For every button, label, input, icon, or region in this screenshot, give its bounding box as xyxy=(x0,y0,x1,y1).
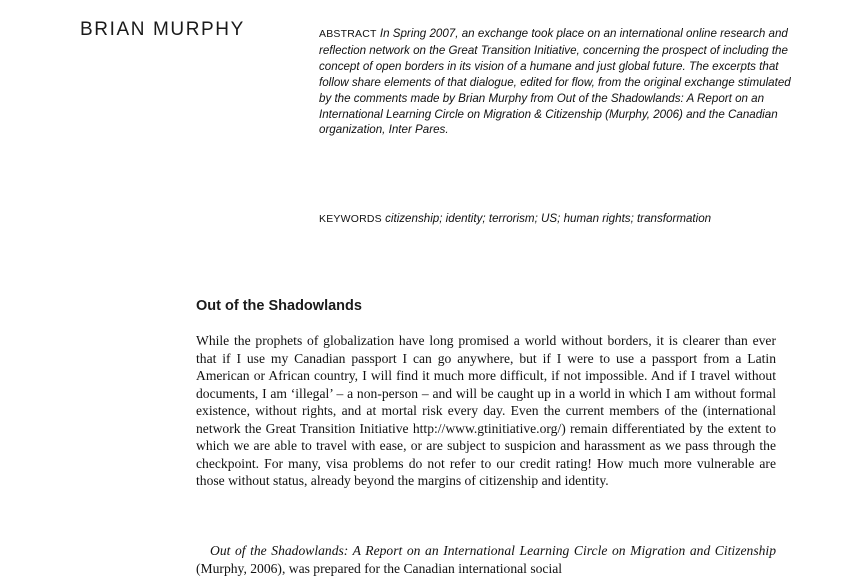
keywords-text: citizenship; identity; terrorism; US; human rights; transformation xyxy=(385,212,712,225)
body-paragraph-2-text: (Murphy, 2006), was prepared for the Canadian international social xyxy=(196,560,563,576)
abstract xyxy=(319,26,791,138)
body-paragraph-1: While the prophets of globalization have long promised a world without borders, it is clearer than ever that if I use my Canadian passport I can go anywhere, but if I were to use a passport from a Latin American or African country, I will find it much more difficult, if not impossible. And if I travel without documents, I am ‘illegal’ – a non-person – and will be caught up in a world in which I am without formal existence, without rights, and at mortal risk every day. Even the current members of the (international network the Great Transition Initiative http://www.gtinitiative.org/) remain differentiated by the extent to which we are able to travel with ease, or are subject to suspicion and harassment as we pass through the checkpoint. For many, visa problems do not refer to our credit rating! How much more vulnerable are those without status, already beyond the margins of citizenship and identity. xyxy=(196,333,776,488)
abstract-text: In Spring 2007, an exchange took place on an international online research and reflection network on the Great Transition Initiative, concerning the prospect of including the concept of open borders in its vision of a humane and just global future. The excerpts that follow share elements of that dialogue, edited for flow, from the original exchange stimulated by the comments made by Brian Murphy from Out of the Shadowlands: A Report on an International Learning Circle on Migration & Citizenship (Murphy, 2006) and the Canadian organization, Inter Pares. xyxy=(319,27,791,137)
author-name: BRIAN MURPHY xyxy=(80,19,245,40)
abstract-label: ABSTRACT xyxy=(319,28,377,40)
keywords xyxy=(319,211,791,228)
body-paragraph-2 xyxy=(196,542,776,577)
section-title: Out of the Shadowlands xyxy=(196,298,362,314)
report-title: Out of the Shadowlands: A Report on an International Learning Circle on Migration and Citizenship xyxy=(210,543,776,558)
keywords-label: KEYWORDS xyxy=(319,213,382,225)
